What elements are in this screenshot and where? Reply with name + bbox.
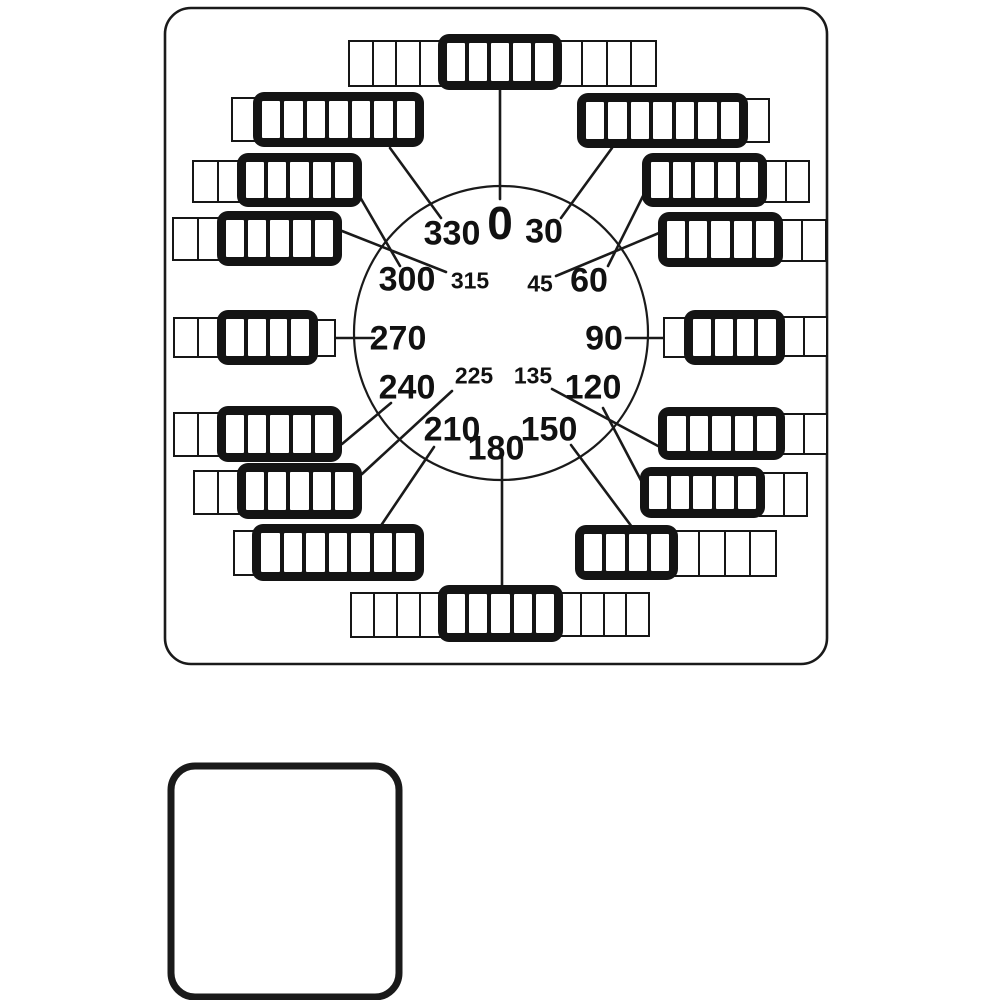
plate-cell <box>290 162 308 198</box>
plate-cell <box>315 415 333 453</box>
marking-plate-45 <box>658 212 783 267</box>
plate-cell <box>396 533 415 572</box>
plate-cell <box>352 101 370 138</box>
plate-cell <box>673 162 691 198</box>
marking-plate-0 <box>438 34 562 90</box>
plate-cell <box>734 221 752 258</box>
plate-cell <box>447 43 465 81</box>
plate-cell <box>262 101 280 138</box>
plate-cell <box>693 319 711 356</box>
plate-cell <box>651 162 669 198</box>
label-strip-90 <box>779 316 828 357</box>
angle-label-45: 45 <box>527 270 553 297</box>
plate-cell <box>307 101 325 138</box>
label-strip-180 <box>557 592 650 637</box>
plate-cell <box>740 162 758 198</box>
plate-cell <box>315 220 333 257</box>
plate-cell <box>373 594 396 636</box>
label-strip-135 <box>779 413 828 455</box>
plate-cell <box>226 220 244 257</box>
plate-cell <box>514 594 532 633</box>
plate-cell <box>724 532 750 575</box>
plate-cell <box>535 43 553 81</box>
plate-cell <box>174 219 197 259</box>
plate-cell <box>350 42 372 85</box>
label-strip-315 <box>172 217 223 261</box>
marking-plate-270 <box>217 310 318 365</box>
label-strip-240 <box>173 412 223 457</box>
angle-label-225: 225 <box>454 362 494 389</box>
plate-cell <box>293 220 311 257</box>
plate-cell <box>698 102 716 139</box>
plate-cell <box>246 162 264 198</box>
plate-cell <box>194 162 217 201</box>
plate-cell <box>293 415 311 453</box>
plate-cell <box>651 534 669 571</box>
plate-cell <box>803 318 827 355</box>
angle-label-150: 150 <box>520 410 578 449</box>
plate-cell <box>268 162 286 198</box>
plate-cell <box>629 534 647 571</box>
plate-cell <box>491 594 509 633</box>
plate-cell <box>581 42 606 85</box>
plate-cell <box>649 476 667 509</box>
plate-cell <box>606 534 624 571</box>
plate-cell <box>667 221 685 258</box>
plate-cell <box>291 319 309 356</box>
plate-cell <box>606 42 631 85</box>
label-strip-150 <box>672 530 777 577</box>
plate-cell <box>689 221 707 258</box>
plate-cell <box>270 415 288 453</box>
plate-cell <box>756 221 774 258</box>
plate-cell <box>270 220 288 257</box>
plate-cell <box>284 533 303 572</box>
plate-cell <box>374 533 393 572</box>
plate-cell <box>447 594 465 633</box>
plate-cell <box>248 220 266 257</box>
label-strip-45 <box>777 219 827 262</box>
angle-label-180: 180 <box>467 429 525 468</box>
plate-cell <box>513 43 531 81</box>
plate-cell <box>690 416 709 451</box>
marking-plate-330 <box>253 92 424 147</box>
plate-cell <box>313 472 331 510</box>
plate-cell <box>329 101 347 138</box>
plate-cell <box>603 594 626 635</box>
marking-plate-300 <box>237 153 362 207</box>
plate-cell <box>284 101 302 138</box>
plate-cell <box>372 42 396 85</box>
label-strip-180 <box>350 592 444 638</box>
label-strip-0 <box>348 40 444 87</box>
marking-plate-240 <box>217 406 342 462</box>
label-strip-300 <box>192 160 243 203</box>
plate-cell <box>397 101 415 138</box>
angle-label-30: 30 <box>525 212 563 251</box>
angle-label-240: 240 <box>378 368 436 407</box>
plate-cell <box>783 474 807 515</box>
plate-cell <box>270 319 288 356</box>
plate-cell <box>716 476 734 509</box>
plate-cell <box>313 162 331 198</box>
label-strip-270 <box>173 317 223 358</box>
plate-cell <box>226 319 244 356</box>
plate-cell <box>226 415 244 453</box>
plate-cell <box>329 533 348 572</box>
label-strip-0 <box>556 40 657 87</box>
angle-label-270: 270 <box>369 319 427 358</box>
plate-cell <box>721 102 739 139</box>
plate-cell <box>737 319 755 356</box>
plate-cell <box>268 472 286 510</box>
angle-label-330: 330 <box>423 214 481 253</box>
angle-label-120: 120 <box>564 368 622 407</box>
marking-plate-150 <box>575 525 678 580</box>
plate-cell <box>712 416 731 451</box>
marking-plate-135 <box>658 407 785 460</box>
plate-cell <box>195 472 217 513</box>
label-strip-60 <box>761 160 810 203</box>
angle-label-90: 90 <box>585 319 623 358</box>
plate-cell <box>676 102 694 139</box>
plate-cell <box>671 476 689 509</box>
plate-cell <box>261 533 280 572</box>
plate-cell <box>248 319 266 356</box>
plate-cell <box>374 101 392 138</box>
plate-cell <box>653 102 671 139</box>
plate-cell <box>352 594 373 636</box>
angle-label-0: 0 <box>487 197 513 249</box>
plate-cell <box>735 416 754 451</box>
plate-cell <box>580 594 603 635</box>
plate-cell <box>711 221 729 258</box>
plate-cell <box>175 414 197 455</box>
plate-cell <box>248 415 266 453</box>
plate-cell <box>290 472 308 510</box>
plate-cell <box>584 534 602 571</box>
marking-plate-120 <box>640 467 765 518</box>
plate-cell <box>718 162 736 198</box>
plate-cell <box>469 594 487 633</box>
marking-plate-180 <box>438 585 563 642</box>
plate-cell <box>715 319 733 356</box>
plate-cell <box>803 415 827 453</box>
angle-label-315: 315 <box>450 267 490 294</box>
plate-cell <box>608 102 626 139</box>
plate-cell <box>395 42 419 85</box>
plate-cell <box>335 162 353 198</box>
angle-label-60: 60 <box>570 261 608 300</box>
plate-cell <box>491 43 509 81</box>
plate-cell <box>757 416 776 451</box>
plate-cell <box>175 319 197 356</box>
angle-label-300: 300 <box>378 260 436 299</box>
marking-plate-225 <box>237 463 362 519</box>
plate-cell <box>351 533 370 572</box>
plate-cell <box>698 532 724 575</box>
plate-cell <box>749 532 775 575</box>
plate-cell <box>335 472 353 510</box>
plate-cell <box>785 162 809 201</box>
plate-cell <box>667 416 686 451</box>
plate-cell <box>738 476 756 509</box>
plate-cell <box>536 594 554 633</box>
plate-cell <box>758 319 776 356</box>
marking-plate-315 <box>217 211 342 266</box>
marking-plate-60 <box>642 153 767 207</box>
angle-label-210: 210 <box>423 410 481 449</box>
plate-cell <box>306 533 325 572</box>
marking-plate-90 <box>684 310 785 365</box>
label-strip-225 <box>193 470 243 515</box>
marking-plate-210 <box>252 524 424 581</box>
plate-cell <box>631 102 649 139</box>
plate-cell <box>396 594 419 636</box>
plate-cell <box>801 221 825 260</box>
plate-cell <box>246 472 264 510</box>
plate-cell <box>695 162 713 198</box>
plate-cell <box>630 42 655 85</box>
plate-cell <box>469 43 487 81</box>
plate-cell <box>693 476 711 509</box>
plate-cell <box>625 594 648 635</box>
marking-plate-30 <box>577 93 748 148</box>
angle-label-135: 135 <box>513 362 553 389</box>
label-strip-120 <box>759 472 808 517</box>
plate-cell <box>586 102 604 139</box>
